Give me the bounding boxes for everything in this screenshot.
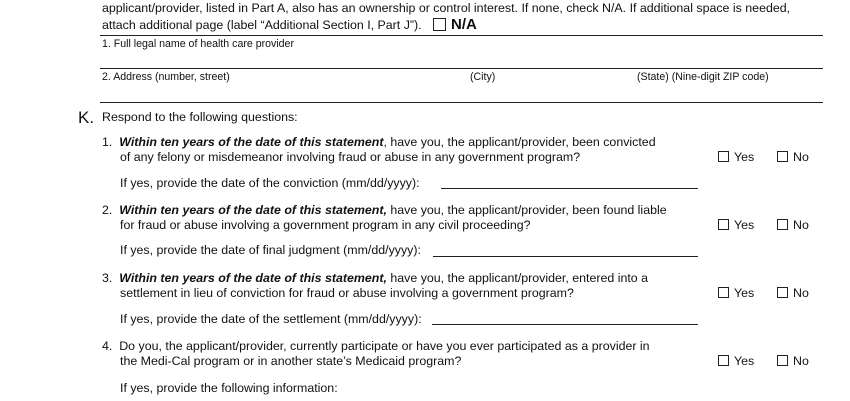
na-checkbox-option[interactable] <box>433 18 477 32</box>
field-label-address: 2. Address (number, street) <box>102 71 230 83</box>
intro-line-2 <box>102 17 477 33</box>
no-label: No <box>793 354 809 368</box>
question-1-no-option[interactable] <box>777 150 809 165</box>
question-emphasis: Within ten years of the date of this statement <box>119 135 384 149</box>
question-1-date-input-line[interactable] <box>441 188 698 189</box>
section-heading: Respond to the following questions: <box>102 110 298 124</box>
question-number: 1. <box>102 135 113 149</box>
na-checkbox[interactable] <box>433 18 446 31</box>
question-1-yes-option[interactable] <box>718 150 754 165</box>
question-1-followup: If yes, provide the date of the conviction (mm/dd/yyyy): <box>120 176 420 190</box>
intro-line-1: applicant/provider, listed in Part A, also has an ownership or control interest. If none, check N/A. If additional space is needed, <box>102 1 791 15</box>
no-label: No <box>793 218 809 232</box>
no-checkbox[interactable] <box>777 219 788 230</box>
yes-checkbox[interactable] <box>718 219 729 230</box>
question-text: have you, the applicant/provider, been found liable <box>386 203 667 217</box>
question-number: 3. <box>102 271 113 285</box>
question-3-line-1 <box>102 271 648 286</box>
no-label: No <box>793 150 809 164</box>
question-1-line-2: of any felony or misdemeanor involving fraud or abuse in any government program? <box>120 150 581 164</box>
question-2-no-option[interactable] <box>777 218 809 233</box>
field-label-state-zip: (State) (Nine-digit ZIP code) <box>637 71 769 83</box>
yes-checkbox[interactable] <box>718 151 729 162</box>
yes-label: Yes <box>734 150 755 164</box>
question-3-date-input-line[interactable] <box>432 324 698 325</box>
question-3-yes-option[interactable] <box>718 286 754 301</box>
question-4-yes-option[interactable] <box>718 354 754 369</box>
question-text: have you, the applicant/provider, entered into a <box>386 271 649 285</box>
question-number: 4. <box>102 339 113 353</box>
intro-line-2-text: attach additional page (label “Additional Section I, Part J”). <box>102 18 422 32</box>
provider-name-input-line[interactable] <box>100 68 823 69</box>
yes-checkbox[interactable] <box>718 355 729 366</box>
yes-label: Yes <box>734 354 755 368</box>
question-text: Do you, the applicant/provider, currently participate or have you ever participated as a provider in <box>119 339 650 353</box>
question-3-no-option[interactable] <box>777 286 809 301</box>
question-emphasis: Within ten years of the date of this statement, <box>119 271 387 285</box>
question-3-followup: If yes, provide the date of the settlement (mm/dd/yyyy): <box>120 312 422 326</box>
question-2-followup: If yes, provide the date of final judgment (mm/dd/yyyy): <box>120 243 421 257</box>
yes-label: Yes <box>734 218 755 232</box>
no-checkbox[interactable] <box>777 151 788 162</box>
yes-checkbox[interactable] <box>718 287 729 298</box>
field-label-city: (City) <box>470 71 496 83</box>
no-checkbox[interactable] <box>777 355 788 366</box>
question-2-line-2: for fraud or abuse involving a government program in any civil proceeding? <box>120 218 531 232</box>
no-label: No <box>793 286 809 300</box>
question-number: 2. <box>102 203 113 217</box>
question-3-line-2: settlement in lieu of conviction for fraud or abuse involving a government program? <box>120 286 574 300</box>
yes-label: Yes <box>734 286 755 300</box>
section-letter: K. <box>78 108 95 127</box>
address-input-line[interactable] <box>100 102 823 103</box>
question-emphasis: Within ten years of the date of this statement, <box>119 203 387 217</box>
no-checkbox[interactable] <box>777 287 788 298</box>
divider-rule <box>100 35 823 36</box>
question-2-line-1 <box>102 203 667 218</box>
na-label: N/A <box>451 16 477 33</box>
field-label-provider-name: 1. Full legal name of health care provider <box>102 38 294 50</box>
question-text: , have you, the applicant/provider, been convicted <box>383 135 656 149</box>
question-1-line-1 <box>102 135 656 150</box>
question-2-yes-option[interactable] <box>718 218 754 233</box>
question-4-followup: If yes, provide the following information: <box>120 381 338 395</box>
question-2-date-input-line[interactable] <box>433 256 698 257</box>
question-4-line-2: the Medi-Cal program or in another state’s Medicaid program? <box>120 354 462 368</box>
question-4-line-1 <box>102 339 650 354</box>
question-4-no-option[interactable] <box>777 354 809 369</box>
